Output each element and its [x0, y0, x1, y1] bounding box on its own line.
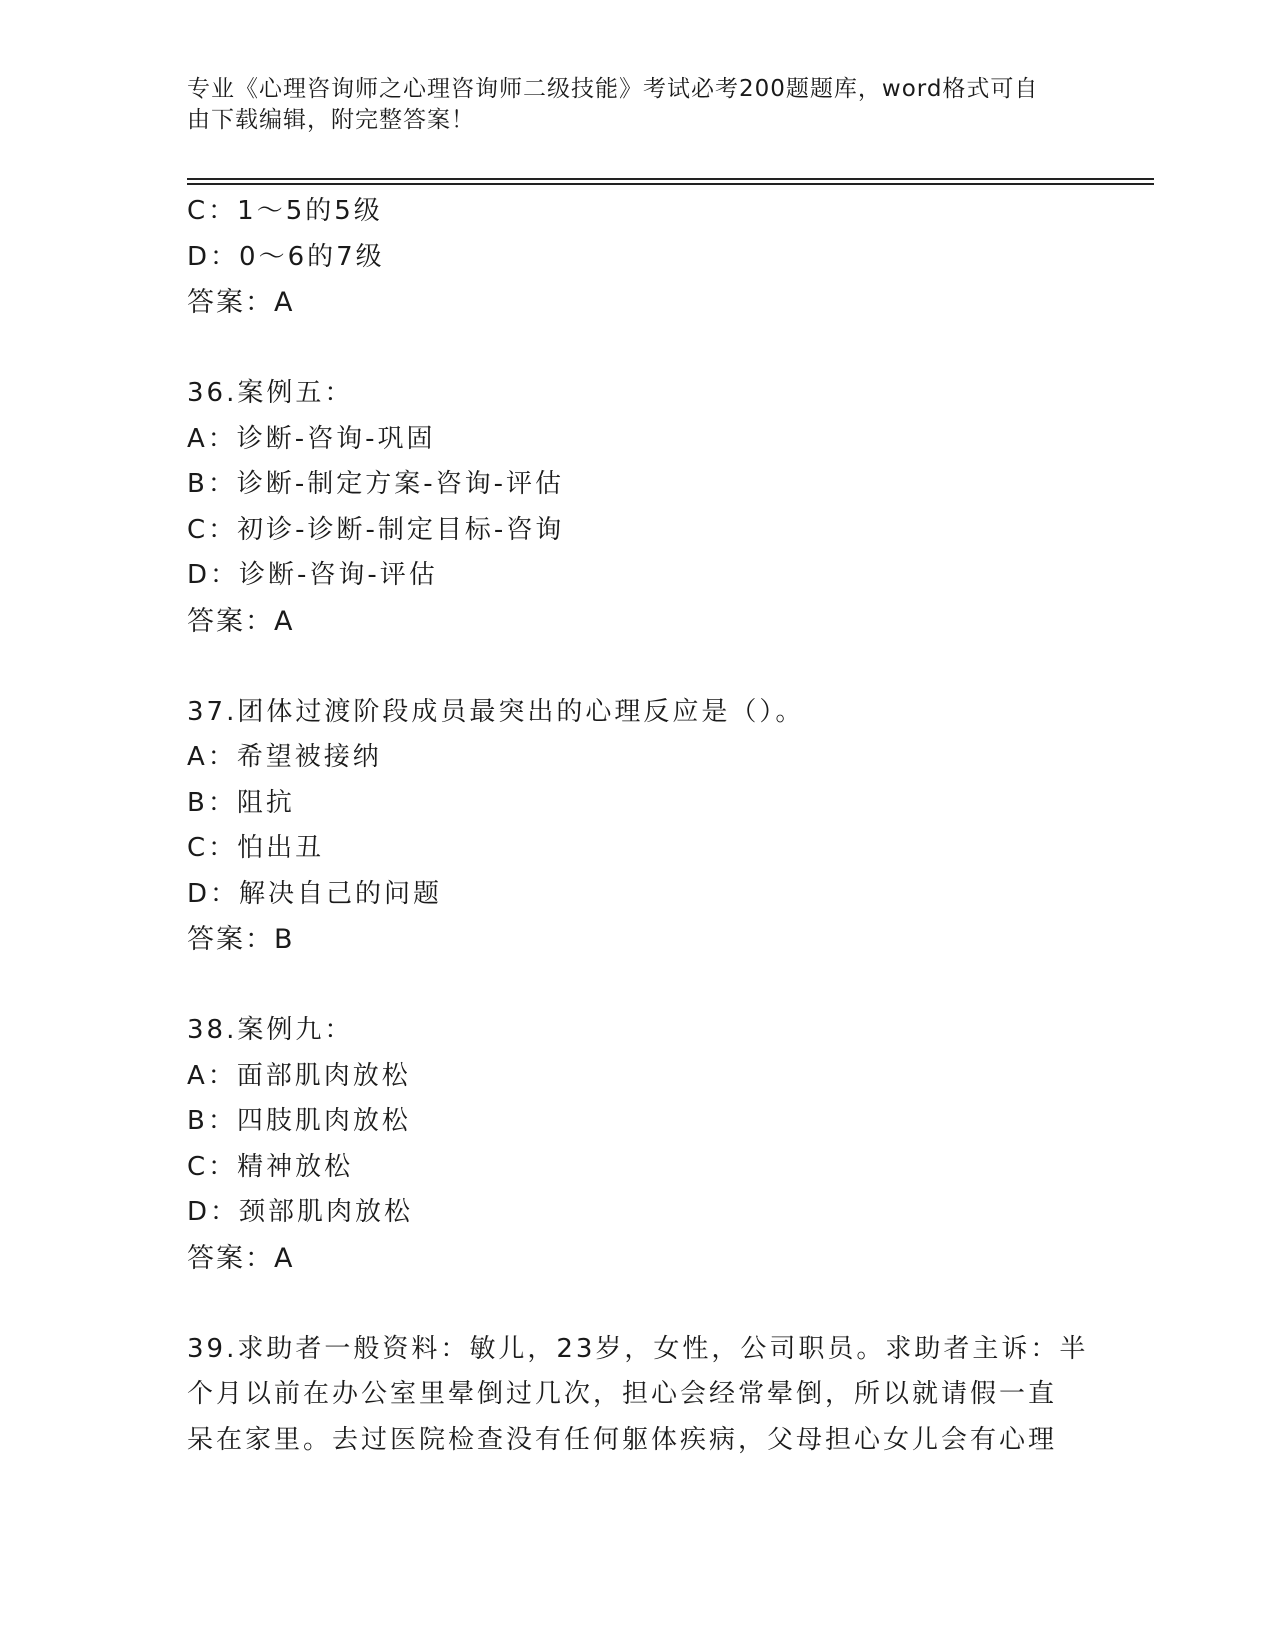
- option-a: A：面部肌肉放松: [187, 1060, 411, 1091]
- header-rule-bottom: [187, 183, 1154, 185]
- answer-line: 答案：A: [187, 605, 295, 637]
- option-d: D：解决自己的问题: [187, 878, 443, 909]
- question-38-block: [187, 1008, 1087, 1281]
- prev-question-block: [187, 189, 1087, 326]
- option-b: B：阻抗: [187, 787, 295, 818]
- question-37-block: [187, 690, 1087, 963]
- header-rule-top: [187, 178, 1154, 180]
- header-title-line-1: 专业《心理咨询师之心理咨询师二级技能》考试必考200题题库，word格式可自: [187, 76, 1039, 102]
- question-stem-line-3: 呆在家里。去过医院检查没有任何躯体疾病，父母担心女儿会有心理: [187, 1424, 1058, 1455]
- option-c: C：精神放松: [187, 1151, 354, 1182]
- question-stem: 37.团体过渡阶段成员最突出的心理反应是（）。: [187, 696, 805, 727]
- question-stem-line-1: 39.求助者一般资料：敏儿，23岁，女性，公司职员。求助者主诉：半: [187, 1333, 1089, 1364]
- question-39-block: [187, 1327, 1087, 1464]
- spacer: [187, 1281, 1087, 1327]
- option-d: D：诊断-咨询-评估: [187, 560, 438, 590]
- option-d: D：颈部肌肉放松: [187, 1197, 414, 1227]
- question-stem: 36.案例五：: [187, 378, 354, 408]
- question-36-block: [187, 371, 1087, 644]
- question-stem-line-2: 个月以前在办公室里晕倒过几次，担心会经常晕倒，所以就请假一直: [187, 1379, 1058, 1409]
- option-b: B：四肢肌肉放松: [187, 1106, 411, 1136]
- document-header: [187, 74, 1067, 136]
- spacer: [187, 963, 1087, 1009]
- answer-line: 答案：A: [187, 1242, 295, 1274]
- option-d: D：0～6的7级: [187, 241, 385, 272]
- option-c: C：1～5的5级: [187, 196, 383, 226]
- option-a: A：诊断-咨询-巩固: [187, 423, 436, 454]
- spacer: [187, 326, 1087, 372]
- spacer: [187, 644, 1087, 690]
- header-title-line-2: 由下载编辑，附完整答案！: [187, 107, 475, 133]
- question-content: [187, 189, 1087, 1463]
- option-c: C：初诊-诊断-制定目标-咨询: [187, 514, 565, 545]
- option-b: B：诊断-制定方案-咨询-评估: [187, 469, 564, 499]
- option-c: C：怕出丑: [187, 833, 325, 863]
- option-a: A：希望被接纳: [187, 742, 382, 772]
- question-stem: 38.案例九：: [187, 1015, 354, 1045]
- answer-line: 答案：A: [187, 287, 295, 318]
- answer-line: 答案：B: [187, 924, 295, 955]
